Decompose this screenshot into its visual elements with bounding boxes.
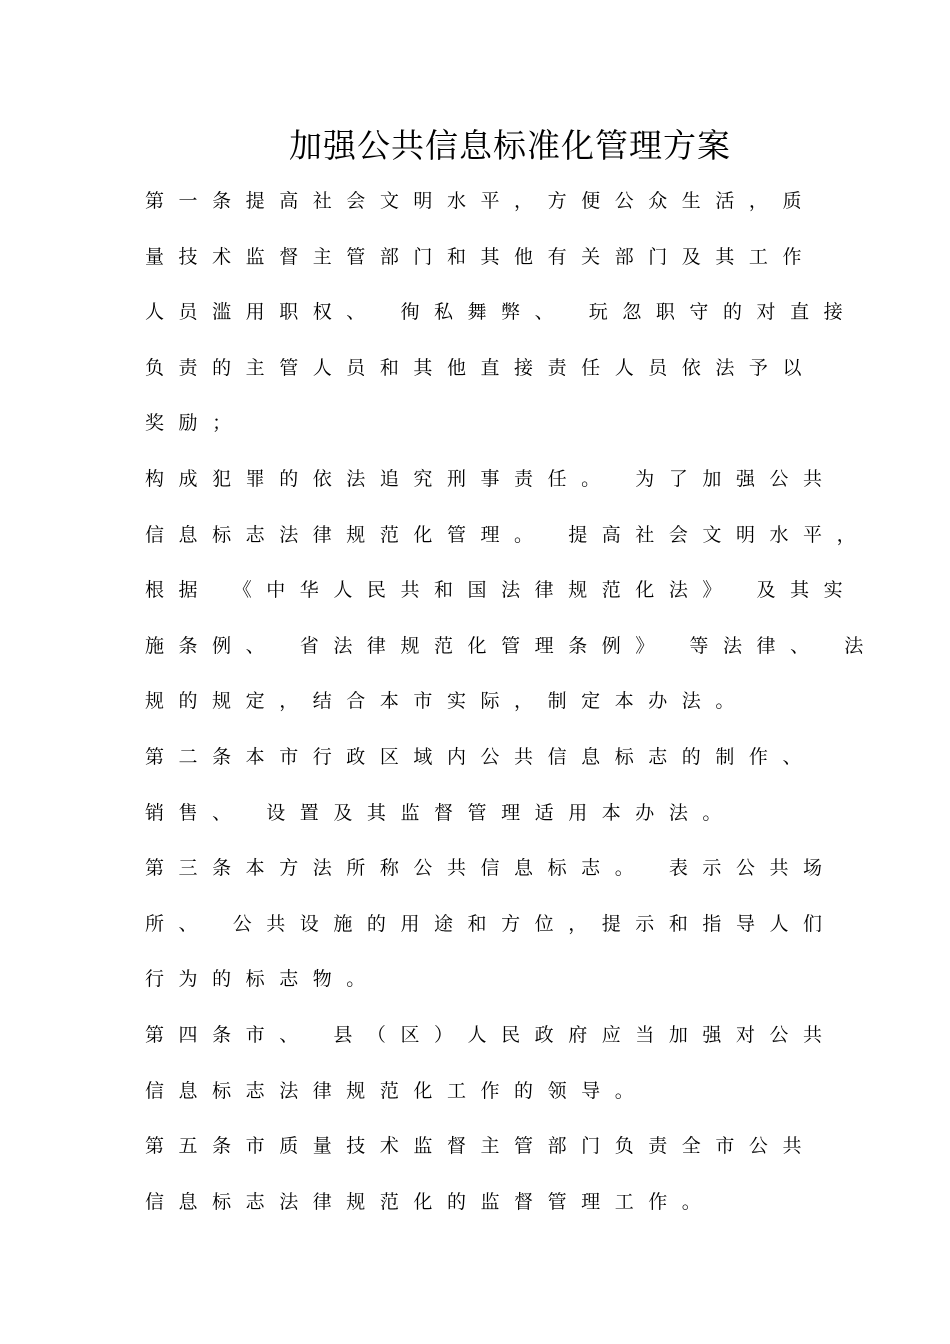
text-line: 奖励； bbox=[145, 412, 246, 435]
text-line: 根据 《中华人民共和国法律规范化法》 及其实 bbox=[145, 579, 858, 602]
text-line: 销售、 设置及其监督管理适用本办法。 bbox=[145, 801, 736, 824]
text-line: 信息标志法律规范化管理。 提高社会文明水平， bbox=[145, 523, 871, 546]
text-line: 第三条本方法所称公共信息标志。 表示公共场 bbox=[145, 857, 837, 880]
text-line: 负责的主管人员和其他直接责任人员依法予以 bbox=[145, 356, 817, 379]
text-line: 规的规定，结合本市实际，制定本办法。 bbox=[145, 690, 749, 713]
text-line: 第二条本市行政区域内公共信息标志的制作、 bbox=[145, 745, 817, 768]
text-line: 所、 公共设施的用途和方位，提示和指导人们 bbox=[145, 912, 837, 935]
text-line: 施条例、 省法律规范化管理条例》 等法律、 法 bbox=[145, 634, 878, 657]
text-line: 量技术监督主管部门和其他有关部门及其工作 bbox=[145, 245, 817, 268]
text-line: 第五条市质量技术监督主管部门负责全市公共 bbox=[145, 1135, 817, 1158]
text-line: 构成犯罪的依法追究刑事责任。 为了加强公共 bbox=[145, 467, 837, 490]
text-line: 第一条提高社会文明水平，方便公众生活，质 bbox=[145, 190, 817, 212]
text-line: 第四条市、 县（区）人民政府应当加强对公共 bbox=[145, 1023, 837, 1046]
text-line: 行为的标志物。 bbox=[145, 968, 380, 991]
document-title: 加强公共信息标准化管理方案 bbox=[289, 126, 731, 165]
text-line: 信息标志法律规范化的监督管理工作。 bbox=[145, 1190, 716, 1213]
text-line: 信息标志法律规范化工作的领导。 bbox=[145, 1079, 649, 1102]
text-line: 人员滥用职权、 徇私舞弊、 玩忽职守的对直接 bbox=[145, 301, 858, 324]
document-body bbox=[145, 180, 878, 1236]
